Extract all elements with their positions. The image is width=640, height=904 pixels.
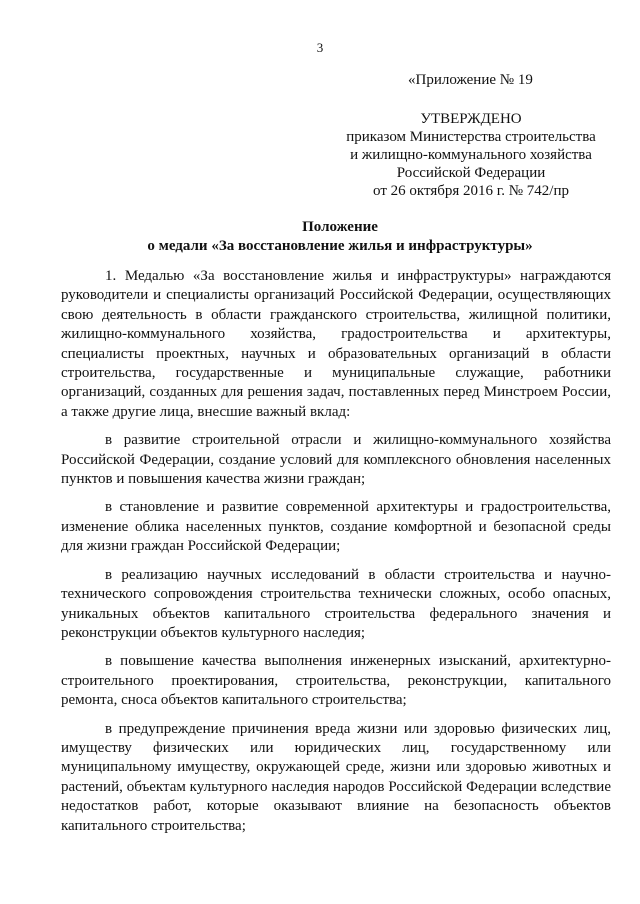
approval-line: Российской Федерации (396, 165, 546, 181)
approval-line: от 26 октября 2016 г. № 742/пр (373, 183, 569, 199)
appendix-label: «Приложение № 19 (408, 72, 533, 88)
title-line-1: Положение (302, 219, 378, 235)
approved-heading: УТВЕРЖДЕНО (420, 111, 522, 127)
document-title (0, 218, 640, 256)
body-paragraph: в реализацию научных исследований в области строительства и научно-технического сопровождения строительства технически сложных, особо опасных, уникальных объектов капитального строительства федерального значения и реконструкции объектов культурного наследия; (61, 566, 611, 641)
body-paragraph: 1. Медалью «За восстановление жилья и инфраструктуры» награждаются руководители и специалисты организаций Российской Федерации, осуществляющих свою деятельность в области гражданского строительства, жилищной политики, жилищно-коммунального хозяйства, градостроительства и архитектуры, специалисты проектных, научных и образовательных организаций в области строительства, государственные и муниципальные служащие, работники организаций, созданных для решения задач, поставленных перед Минстроем России, а также другие лица, внесшие важный вклад: (61, 268, 611, 420)
body-paragraph: в предупреждение причинения вреда жизни или здоровью физических лиц, имуществу физических или юридических лиц, государственному или муниципальному имуществу, окружающей среде, жизни или здоровью животных и растений, объектам культурного наследия народов Российской Федерации вследствие недостатков работ, которые оказывают влияние на безопасность объектов капитального строительства; (61, 720, 611, 834)
body-paragraph: в повышение качества выполнения инженерных изысканий, архитектурно-строительного проектирования, строительства, реконструкции, капитального ремонта, сноса объектов капитального строительства; (61, 653, 611, 709)
body-paragraph: в становление и развитие современной архитектуры и градостроительства, изменение облика населенных пунктов, создание комфортной и безопасной среды для жизни граждан Российской Федерации; (61, 499, 611, 555)
approval-line: и жилищно-коммунального хозяйства (350, 147, 592, 163)
body-paragraph: в развитие строительной отрасли и жилищно-коммунального хозяйства Российской Федерации, создание условий для комплексного обновления населенных пунктов и повышения качества жизни граждан; (61, 432, 611, 488)
approval-line: приказом Министерства строительства (346, 129, 596, 145)
document-body (61, 267, 611, 845)
page-number: 3 (316, 40, 324, 55)
approval-block (336, 110, 606, 200)
title-line-2: о медали «За восстановление жилья и инфраструктуры» (147, 238, 533, 254)
